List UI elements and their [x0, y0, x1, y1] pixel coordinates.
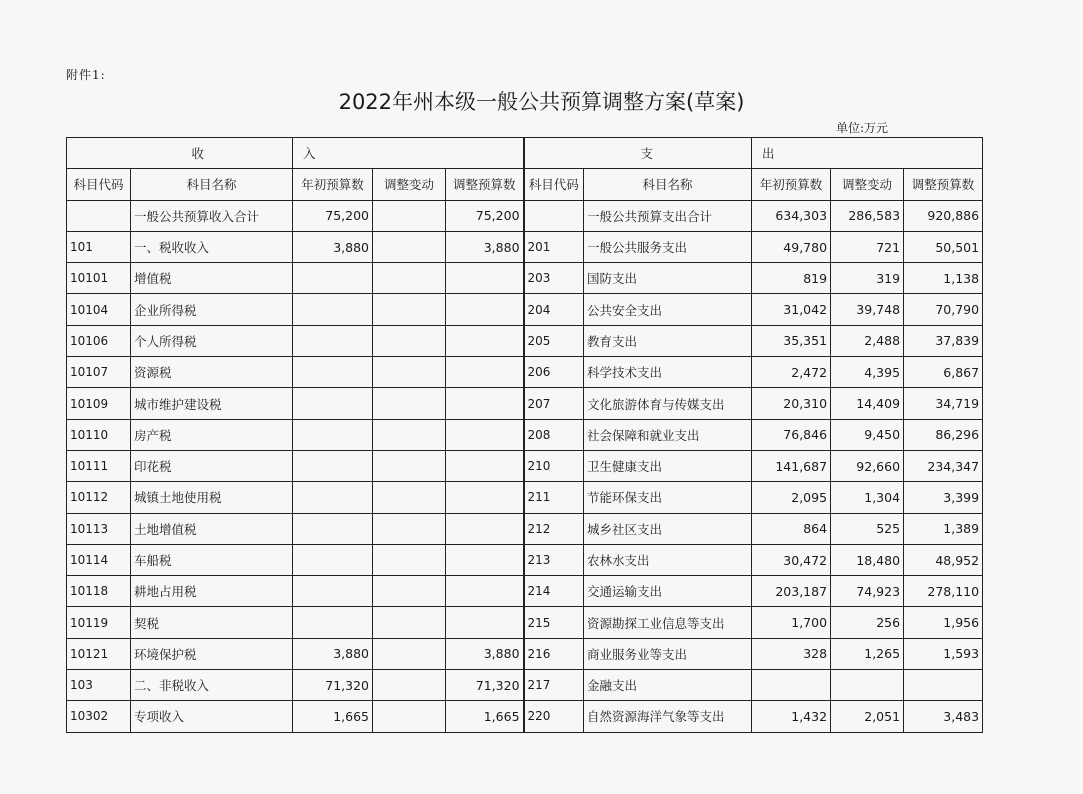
expense-code-cell: 201	[524, 231, 584, 262]
table-row	[67, 419, 983, 450]
income-code-cell: 10107	[67, 357, 131, 388]
expense-name-cell: 自然资源海洋气象等支出	[584, 701, 752, 732]
income-code-cell: 10114	[67, 544, 131, 575]
income-initial-budget-cell: 3,880	[293, 638, 373, 669]
page-title: 2022年州本级一般公共预算调整方案(草案)	[338, 90, 745, 114]
income-adjustment-cell	[373, 701, 446, 732]
income-adjustment-cell	[373, 670, 446, 701]
expense-initial-budget-cell: 20,310	[752, 388, 831, 419]
expense-adjusted-budget-cell: 920,886	[904, 200, 983, 231]
expense-initial-budget-cell: 328	[752, 638, 831, 669]
expense-code-cell: 207	[524, 388, 584, 419]
column-header: 科目代码	[524, 169, 584, 200]
income-adjustment-cell	[373, 419, 446, 450]
expense-code-cell: 206	[524, 357, 584, 388]
column-header: 年初预算数	[293, 169, 373, 200]
income-code-cell	[67, 200, 131, 231]
expense-code-cell: 208	[524, 419, 584, 450]
expense-adjusted-budget-cell: 1,138	[904, 263, 983, 294]
attachment-label: 附件1:	[66, 68, 106, 82]
expense-name-cell: 教育支出	[584, 325, 752, 356]
income-adjusted-budget-cell	[446, 576, 524, 607]
table-row	[67, 513, 983, 544]
income-code-cell: 10113	[67, 513, 131, 544]
income-code-cell: 103	[67, 670, 131, 701]
expense-name-cell: 一般公共预算支出合计	[584, 200, 752, 231]
income-initial-budget-cell	[293, 482, 373, 513]
expense-adjusted-budget-cell: 6,867	[904, 357, 983, 388]
expense-code-cell: 216	[524, 638, 584, 669]
expense-code-cell: 220	[524, 701, 584, 732]
income-section-left: 收	[67, 138, 293, 169]
income-name-cell: 专项收入	[131, 701, 293, 732]
budget-table	[66, 137, 983, 733]
expense-adjusted-budget-cell: 1,593	[904, 638, 983, 669]
expense-name-cell: 文化旅游体育与传媒支出	[584, 388, 752, 419]
expense-code-cell: 215	[524, 607, 584, 638]
expense-initial-budget-cell: 76,846	[752, 419, 831, 450]
income-name-cell: 企业所得税	[131, 294, 293, 325]
income-code-cell: 10302	[67, 701, 131, 732]
expense-initial-budget-cell: 30,472	[752, 544, 831, 575]
table-row	[67, 607, 983, 638]
income-adjusted-budget-cell: 3,880	[446, 231, 524, 262]
table-row	[67, 701, 983, 732]
income-adjustment-cell	[373, 638, 446, 669]
expense-code-cell	[524, 200, 584, 231]
income-initial-budget-cell: 1,665	[293, 701, 373, 732]
income-name-cell: 车船税	[131, 544, 293, 575]
table-row	[67, 231, 983, 262]
income-adjusted-budget-cell	[446, 325, 524, 356]
income-adjustment-cell	[373, 200, 446, 231]
income-initial-budget-cell	[293, 325, 373, 356]
income-name-cell: 增值税	[131, 263, 293, 294]
income-code-cell: 10106	[67, 325, 131, 356]
expense-code-cell: 213	[524, 544, 584, 575]
income-adjustment-cell	[373, 482, 446, 513]
column-header: 年初预算数	[752, 169, 831, 200]
table-row	[67, 450, 983, 481]
expense-adjustment-cell: 14,409	[831, 388, 904, 419]
table-row	[67, 544, 983, 575]
expense-initial-budget-cell: 31,042	[752, 294, 831, 325]
income-adjusted-budget-cell: 3,880	[446, 638, 524, 669]
expense-adjusted-budget-cell: 278,110	[904, 576, 983, 607]
expense-initial-budget-cell: 864	[752, 513, 831, 544]
expense-name-cell: 科学技术支出	[584, 357, 752, 388]
income-name-cell: 土地增值税	[131, 513, 293, 544]
expense-adjustment-cell: 4,395	[831, 357, 904, 388]
expense-initial-budget-cell: 1,432	[752, 701, 831, 732]
income-adjusted-budget-cell	[446, 607, 524, 638]
income-adjusted-budget-cell	[446, 513, 524, 544]
table-row	[67, 388, 983, 419]
expense-name-cell: 公共安全支出	[584, 294, 752, 325]
expense-adjustment-cell: 1,265	[831, 638, 904, 669]
expense-adjusted-budget-cell: 86,296	[904, 419, 983, 450]
column-header: 科目名称	[584, 169, 752, 200]
income-name-cell: 二、非税收入	[131, 670, 293, 701]
expense-initial-budget-cell: 203,187	[752, 576, 831, 607]
income-adjustment-cell	[373, 576, 446, 607]
column-header: 调整预算数	[904, 169, 983, 200]
section-header-row	[67, 138, 983, 169]
expense-name-cell: 卫生健康支出	[584, 450, 752, 481]
income-adjusted-budget-cell	[446, 263, 524, 294]
income-initial-budget-cell	[293, 544, 373, 575]
income-adjustment-cell	[373, 325, 446, 356]
income-name-cell: 契税	[131, 607, 293, 638]
income-adjusted-budget-cell	[446, 544, 524, 575]
expense-adjustment-cell: 2,051	[831, 701, 904, 732]
expense-adjusted-budget-cell: 50,501	[904, 231, 983, 262]
income-adjusted-budget-cell	[446, 482, 524, 513]
column-header: 科目名称	[131, 169, 293, 200]
income-name-cell: 资源税	[131, 357, 293, 388]
expense-initial-budget-cell: 141,687	[752, 450, 831, 481]
table-row	[67, 294, 983, 325]
income-adjustment-cell	[373, 263, 446, 294]
expense-name-cell: 节能环保支出	[584, 482, 752, 513]
expense-adjustment-cell: 9,450	[831, 419, 904, 450]
income-initial-budget-cell	[293, 607, 373, 638]
expense-adjusted-budget-cell: 37,839	[904, 325, 983, 356]
income-initial-budget-cell	[293, 388, 373, 419]
expense-name-cell: 农林水支出	[584, 544, 752, 575]
income-adjusted-budget-cell	[446, 388, 524, 419]
expense-adjusted-budget-cell: 48,952	[904, 544, 983, 575]
expense-name-cell: 交通运输支出	[584, 576, 752, 607]
income-name-cell: 耕地占用税	[131, 576, 293, 607]
expense-adjustment-cell: 39,748	[831, 294, 904, 325]
income-adjusted-budget-cell: 71,320	[446, 670, 524, 701]
income-adjustment-cell	[373, 450, 446, 481]
income-adjustment-cell	[373, 544, 446, 575]
expense-adjustment-cell: 18,480	[831, 544, 904, 575]
expense-section-left: 支	[524, 138, 752, 169]
income-section-right: 入	[293, 138, 524, 169]
expense-adjustment-cell: 1,304	[831, 482, 904, 513]
expense-initial-budget-cell	[752, 670, 831, 701]
table-row	[67, 670, 983, 701]
income-code-cell: 10101	[67, 263, 131, 294]
income-name-cell: 城市维护建设税	[131, 388, 293, 419]
column-header: 科目代码	[67, 169, 131, 200]
income-initial-budget-cell: 75,200	[293, 200, 373, 231]
unit-label: 单位:万元	[836, 121, 889, 135]
income-initial-budget-cell	[293, 263, 373, 294]
expense-code-cell: 214	[524, 576, 584, 607]
expense-adjustment-cell: 525	[831, 513, 904, 544]
income-initial-budget-cell	[293, 419, 373, 450]
income-adjustment-cell	[373, 231, 446, 262]
income-name-cell: 一、税收收入	[131, 231, 293, 262]
table-row	[67, 325, 983, 356]
expense-adjustment-cell: 92,660	[831, 450, 904, 481]
income-code-cell: 10110	[67, 419, 131, 450]
expense-adjustment-cell: 319	[831, 263, 904, 294]
table-row	[67, 482, 983, 513]
expense-adjusted-budget-cell: 70,790	[904, 294, 983, 325]
expense-adjustment-cell	[831, 670, 904, 701]
expense-initial-budget-cell: 819	[752, 263, 831, 294]
table-row	[67, 263, 983, 294]
income-code-cell: 10121	[67, 638, 131, 669]
expense-name-cell: 国防支出	[584, 263, 752, 294]
expense-initial-budget-cell: 1,700	[752, 607, 831, 638]
expense-adjusted-budget-cell: 34,719	[904, 388, 983, 419]
column-header: 调整变动	[373, 169, 446, 200]
income-adjusted-budget-cell	[446, 450, 524, 481]
income-adjusted-budget-cell	[446, 294, 524, 325]
income-adjustment-cell	[373, 294, 446, 325]
income-initial-budget-cell: 3,880	[293, 231, 373, 262]
income-name-cell: 城镇土地使用税	[131, 482, 293, 513]
expense-adjusted-budget-cell: 3,399	[904, 482, 983, 513]
income-adjustment-cell	[373, 357, 446, 388]
income-name-cell: 环境保护税	[131, 638, 293, 669]
expense-code-cell: 205	[524, 325, 584, 356]
expense-adjusted-budget-cell	[904, 670, 983, 701]
income-initial-budget-cell	[293, 513, 373, 544]
expense-code-cell: 211	[524, 482, 584, 513]
expense-initial-budget-cell: 2,472	[752, 357, 831, 388]
table-row	[67, 200, 983, 231]
expense-section-right: 出	[752, 138, 983, 169]
income-adjusted-budget-cell	[446, 357, 524, 388]
column-header: 调整变动	[831, 169, 904, 200]
income-code-cell: 10119	[67, 607, 131, 638]
expense-code-cell: 210	[524, 450, 584, 481]
expense-initial-budget-cell: 49,780	[752, 231, 831, 262]
income-code-cell: 101	[67, 231, 131, 262]
income-adjusted-budget-cell	[446, 419, 524, 450]
income-initial-budget-cell	[293, 357, 373, 388]
expense-name-cell: 商业服务业等支出	[584, 638, 752, 669]
income-name-cell: 印花税	[131, 450, 293, 481]
income-code-cell: 10111	[67, 450, 131, 481]
table-row	[67, 638, 983, 669]
income-initial-budget-cell: 71,320	[293, 670, 373, 701]
table-row	[67, 357, 983, 388]
income-name-cell: 一般公共预算收入合计	[131, 200, 293, 231]
income-name-cell: 房产税	[131, 419, 293, 450]
table-body	[67, 200, 983, 732]
expense-initial-budget-cell: 634,303	[752, 200, 831, 231]
expense-name-cell: 城乡社区支出	[584, 513, 752, 544]
income-code-cell: 10118	[67, 576, 131, 607]
expense-code-cell: 203	[524, 263, 584, 294]
expense-name-cell: 资源勘探工业信息等支出	[584, 607, 752, 638]
expense-adjustment-cell: 2,488	[831, 325, 904, 356]
expense-adjustment-cell: 74,923	[831, 576, 904, 607]
income-code-cell: 10112	[67, 482, 131, 513]
income-code-cell: 10109	[67, 388, 131, 419]
income-adjusted-budget-cell: 1,665	[446, 701, 524, 732]
column-header-row	[67, 169, 983, 200]
expense-adjustment-cell: 721	[831, 231, 904, 262]
income-initial-budget-cell	[293, 450, 373, 481]
table-row	[67, 576, 983, 607]
expense-adjusted-budget-cell: 234,347	[904, 450, 983, 481]
income-adjusted-budget-cell: 75,200	[446, 200, 524, 231]
expense-adjustment-cell: 256	[831, 607, 904, 638]
income-initial-budget-cell	[293, 294, 373, 325]
expense-name-cell: 社会保障和就业支出	[584, 419, 752, 450]
income-adjustment-cell	[373, 388, 446, 419]
expense-adjusted-budget-cell: 1,956	[904, 607, 983, 638]
expense-adjustment-cell: 286,583	[831, 200, 904, 231]
income-code-cell: 10104	[67, 294, 131, 325]
income-name-cell: 个人所得税	[131, 325, 293, 356]
expense-adjusted-budget-cell: 3,483	[904, 701, 983, 732]
income-adjustment-cell	[373, 513, 446, 544]
expense-code-cell: 204	[524, 294, 584, 325]
expense-code-cell: 212	[524, 513, 584, 544]
expense-name-cell: 一般公共服务支出	[584, 231, 752, 262]
expense-initial-budget-cell: 35,351	[752, 325, 831, 356]
expense-name-cell: 金融支出	[584, 670, 752, 701]
income-initial-budget-cell	[293, 576, 373, 607]
expense-initial-budget-cell: 2,095	[752, 482, 831, 513]
income-adjustment-cell	[373, 607, 446, 638]
expense-adjusted-budget-cell: 1,389	[904, 513, 983, 544]
expense-code-cell: 217	[524, 670, 584, 701]
column-header: 调整预算数	[446, 169, 524, 200]
